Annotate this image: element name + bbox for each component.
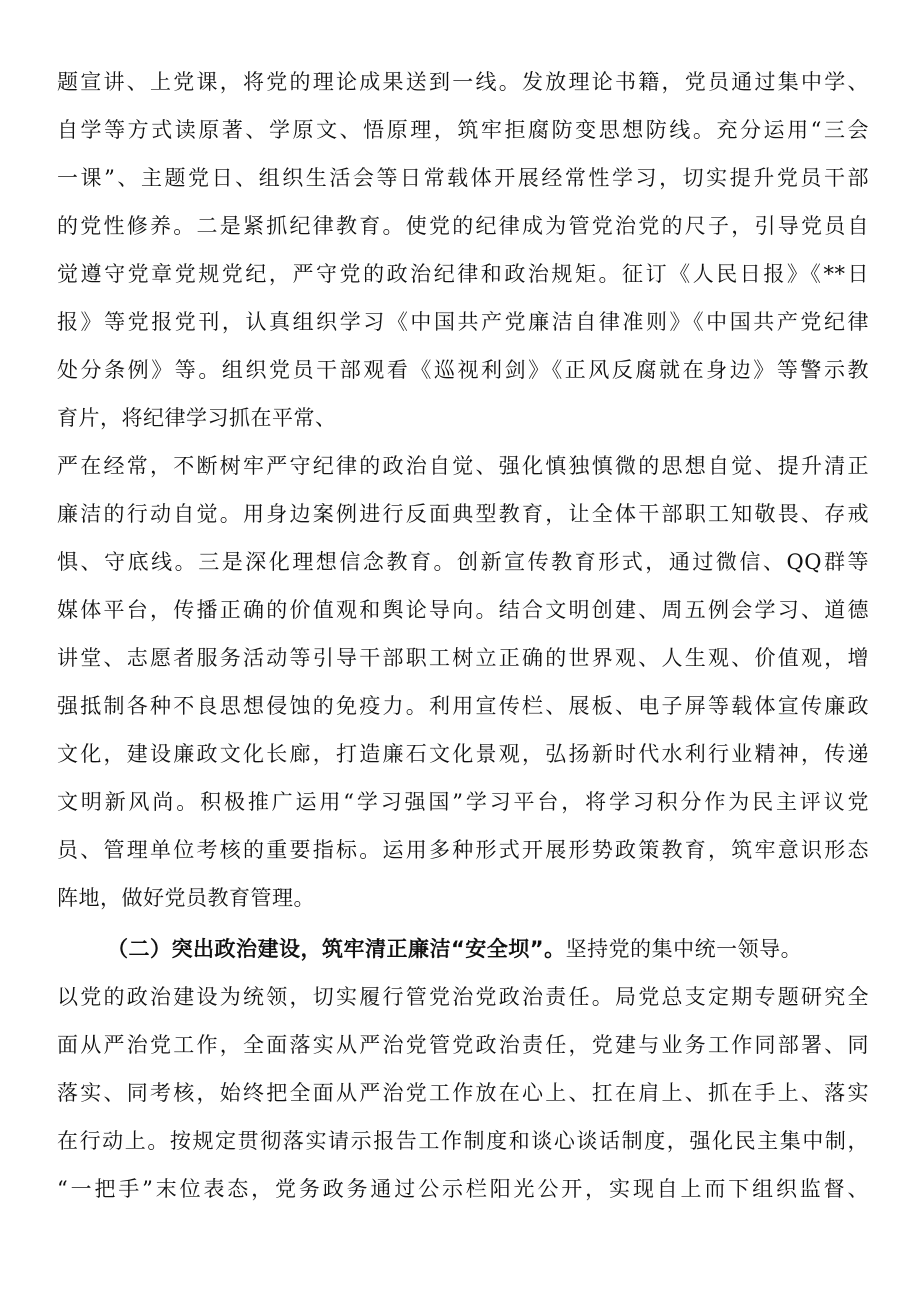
text-line: 题宣讲、上党课，将党的理论成果送到一线。发放理论书籍，党员通过集中学、 [57, 70, 869, 94]
document-page [57, 58, 869, 1213]
text-line: 面从严治党工作，全面落实从严治党管党政治责任，党建与业务工作同部署、同 [57, 1033, 869, 1057]
text-line: 自学等方式读原著、学原文、悟原理，筑牢拒腐防变思想防线。充分运用“三会 [57, 118, 869, 142]
text-line: 员、管理单位考核的重要指标。运用多种形式开展形势政策教育，筑牢意识形态 [57, 838, 869, 862]
text-line: 觉遵守党章党规党纪，严守党的政治纪律和政治规矩。征订《人民日报》《**日 [57, 262, 869, 286]
section-first-line-text: 坚持党的集中统一领导。 [565, 937, 803, 961]
text-line: 文明新风尚。积极推广运用“学习强国”学习平台，将学习积分作为民主评议党 [57, 790, 869, 814]
text-line: 媒体平台，传播正确的价值观和舆论导向。结合文明创建、周五例会学习、道德 [57, 598, 869, 622]
text-line: 廉洁的行动自觉。用身边案例进行反面典型教育，让全体干部职工知敬畏、存戒 [57, 502, 869, 526]
section-heading: （二）突出政治建设，筑牢清正廉洁“安全坝”。 [107, 937, 566, 961]
text-line: 在行动上。按规定贯彻落实请示报告工作制度和谈心谈话制度，强化民主集中制， [57, 1129, 869, 1153]
text-line: 育片，将纪律学习抓在平常、 [57, 406, 337, 430]
text-line: 以党的政治建设为统领，切实履行管党治党政治责任。局党总支定期专题研究全 [57, 985, 869, 1009]
text-line: 强抵制各种不良思想侵蚀的免疫力。利用宣传栏、展板、电子屏等载体宣传廉政 [57, 694, 869, 718]
text-line: 报》等党报党刊，认真组织学习《中国共产党廉洁自律准则》《中国共产党纪律 [57, 310, 869, 334]
text-line: 处分条例》等。组织党员干部观看《巡视利剑》《正风反腐就在身边》等警示教 [57, 358, 869, 382]
section-first-line [57, 925, 869, 973]
text-line: 的党性修养。二是紧抓纪律教育。使党的纪律成为管党治党的尺子，引导党员自 [57, 214, 869, 238]
text-line: 惧、守底线。三是深化理想信念教育。创新宣传教育形式，通过微信、QQ群等 [57, 550, 869, 574]
text-line: 阵地，做好党员教育管理。 [57, 886, 315, 910]
text-line: 讲堂、志愿者服务活动等引导干部职工树立正确的世界观、人生观、价值观，增 [57, 646, 869, 670]
section-political-construction [57, 925, 869, 1213]
text-line: 落实、同考核，始终把全面从严治党工作放在心上、扛在肩上、抓在手上、落实 [57, 1081, 869, 1105]
paragraph-ideals-education [57, 442, 869, 922]
text-line: 一课”、主题党日、组织生活会等日常载体开展经常性学习，切实提升党员干部 [57, 166, 869, 190]
paragraph-discipline-education [57, 58, 869, 442]
text-line: 严在经常，不断树牢严守纪律的政治自觉、强化慎独慎微的思想自觉、提升清正 [57, 454, 869, 478]
text-line: “一把手”末位表态，党务政务通过公示栏阳光公开，实现自上而下组织监督、 [57, 1177, 869, 1201]
text-line: 文化，建设廉政文化长廊，打造廉石文化景观，弘扬新时代水利行业精神，传递 [57, 742, 869, 766]
